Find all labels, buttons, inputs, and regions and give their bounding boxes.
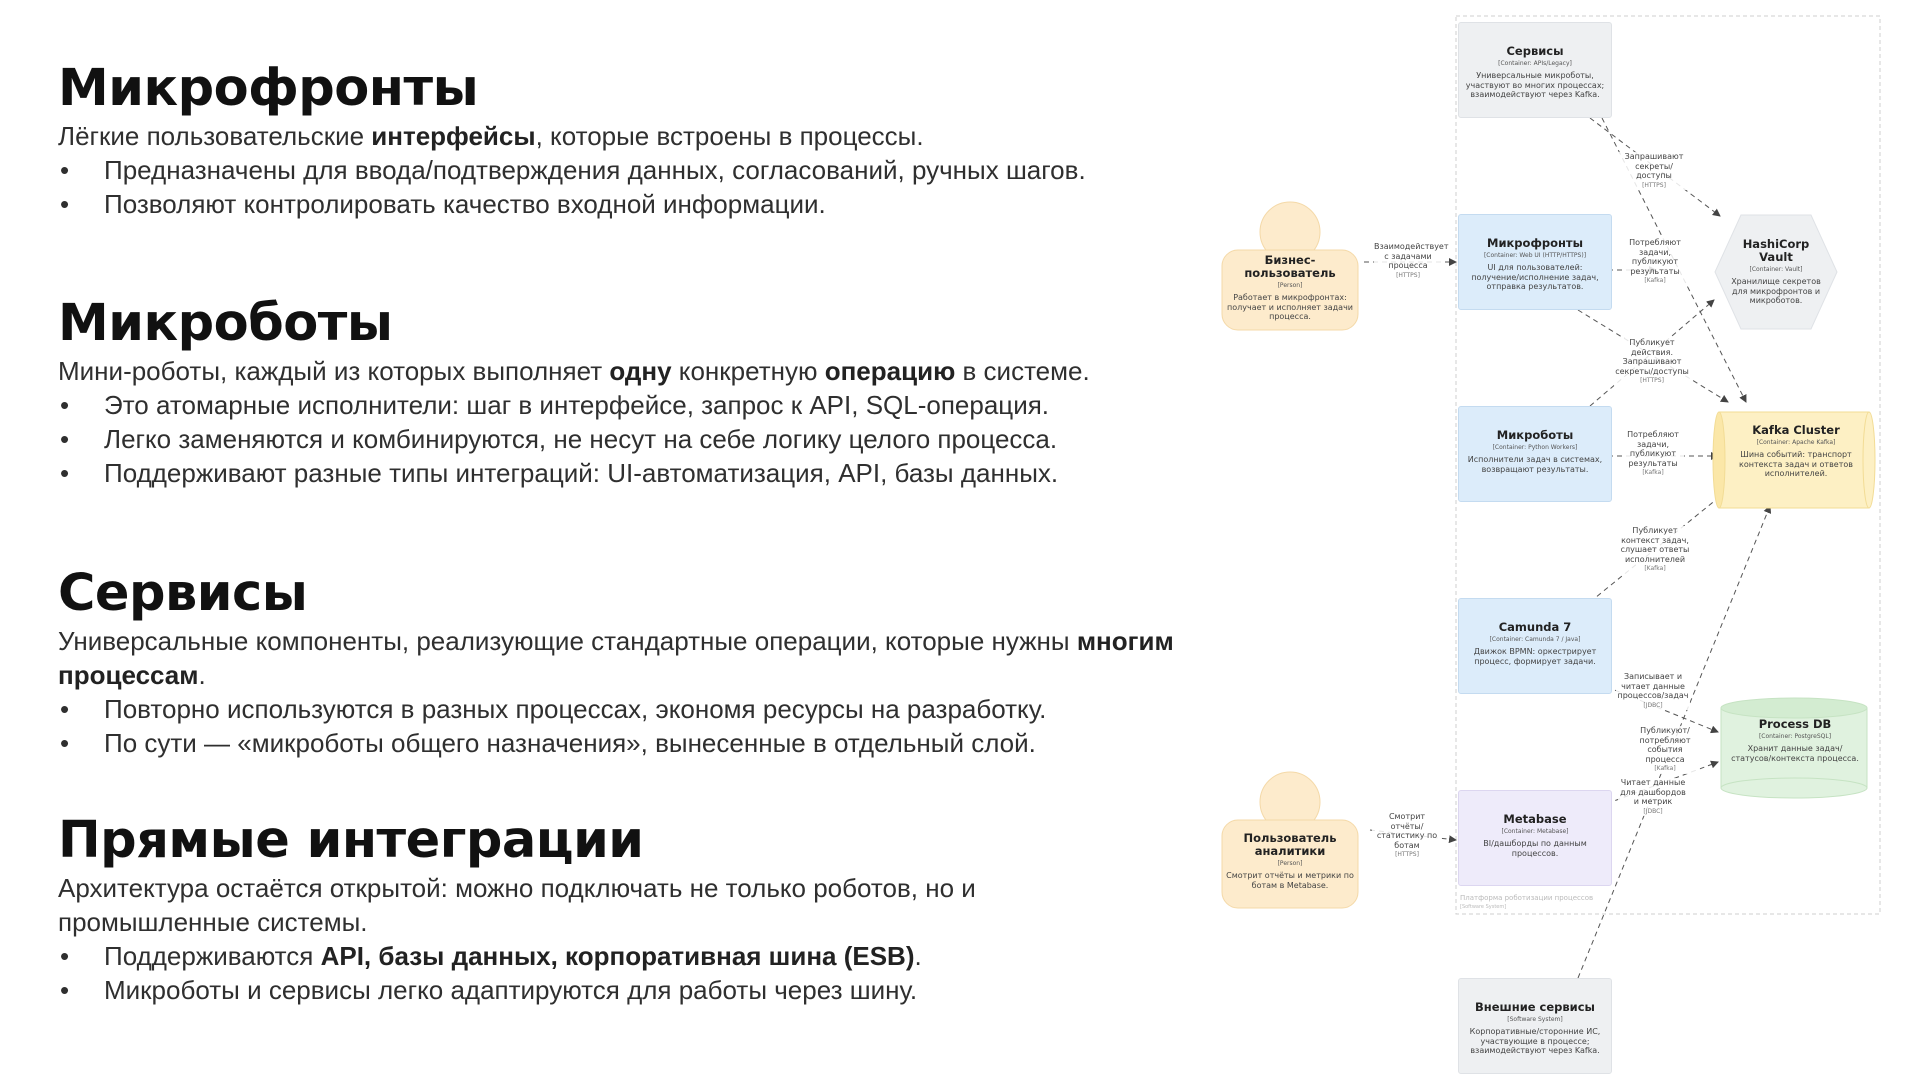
bullet-list <box>58 939 1238 1007</box>
text-segment: Универсальные компоненты, реализующие стандартные операции, которые нужны <box>58 626 1077 657</box>
text-segment: Легко заменяются и комбинируются, не несут на себе логику целого процесса. <box>104 424 1058 455</box>
node-process-db <box>1728 718 1862 763</box>
section-lead <box>58 119 1238 153</box>
section-microbots <box>58 295 1238 490</box>
section-microfronts <box>58 60 1238 221</box>
node-desc: BI/дашборды по данным процессов. <box>1483 839 1587 858</box>
node-type: [Container: Metabase] <box>1501 828 1569 835</box>
text-segment: . <box>914 941 922 972</box>
edge-label: Записывает и читает данные процессов/задач [JDBC] <box>1617 672 1689 709</box>
text-segment: в системе. <box>955 356 1090 387</box>
node-title: Микроботы <box>1496 428 1574 442</box>
section-title: Прямые интеграции <box>58 811 644 870</box>
text-segment: Позволяют контролировать качество входной информации. <box>104 189 826 220</box>
boundary-sublabel: [Software System] <box>1460 904 1507 910</box>
node-desc: Исполнители задач в системах, возвращают результаты. <box>1467 455 1603 474</box>
bold-text: одну <box>609 356 672 387</box>
node-metabase <box>1458 790 1612 886</box>
text-segment: Мини-роботы, каждый из которых выполняет <box>58 356 610 387</box>
node-type: [Container: PostgreSQL] <box>1758 733 1832 740</box>
node-desc: Универсальные микроботы, участвуют во многих процессах; взаимодействуют через Kafka. <box>1465 71 1605 99</box>
diagram-connectors <box>1218 10 1898 1080</box>
node-type: [Software System] <box>1507 1016 1563 1023</box>
edge-label: Публикует контекст задач, слушает ответы исполнителей [Kafka] <box>1620 526 1690 572</box>
architecture-diagram <box>1218 10 1898 1080</box>
node-analytics-user <box>1224 832 1356 890</box>
bold-text: операцию <box>824 356 956 387</box>
bullet-item <box>58 973 1238 1007</box>
text-segment: . <box>198 660 206 691</box>
node-title: Kafka Cluster <box>1752 423 1840 437</box>
text-segment: Предназначены для ввода/подтверждения данных, согласований, ручных шагов. <box>104 155 1086 186</box>
boundary-label: Платформа роботизации процессов <box>1460 894 1594 902</box>
node-title: Микрофронты <box>1487 236 1583 250</box>
node-services <box>1458 22 1612 118</box>
section-integrations <box>58 812 1238 1007</box>
node-desc: UI для пользователей: получение/исполнение задач, отправка результатов. <box>1471 263 1599 291</box>
node-title: Бизнес-пользователь <box>1244 253 1336 280</box>
section-services <box>58 565 1238 760</box>
edge-label: Потребляют задачи, публикуют результаты [Kafka] <box>1622 430 1684 478</box>
node-type: [Person] <box>1277 860 1303 867</box>
node-type: [Container: Web UI (HTTP/HTTPS)] <box>1483 252 1587 259</box>
bullet-item <box>58 388 1238 422</box>
node-type: [Container: Camunda 7 / Java] <box>1489 636 1581 643</box>
node-type: [Container: Apache Kafka] <box>1756 439 1836 446</box>
bullet-item <box>58 153 1238 187</box>
node-microbots <box>1458 406 1612 502</box>
text-segment: , которые встроены в процессы. <box>535 121 924 152</box>
bold-text: интерфейсы <box>371 121 536 152</box>
node-title: Пользователь аналитики <box>1243 831 1337 858</box>
node-title: HashiCorp Vault <box>1742 237 1810 264</box>
node-microfronts <box>1458 214 1612 310</box>
edge-label: Читает данные для дашбордов и метрик [JDBC] <box>1618 778 1688 816</box>
node-camunda <box>1458 598 1612 694</box>
edge-label: Публикуют/потребляют события процесса [Kafka] <box>1630 726 1700 774</box>
node-external-services <box>1458 978 1612 1074</box>
section-lead <box>58 354 1238 388</box>
section-lead <box>58 871 1098 939</box>
node-type: [Container: Python Workers] <box>1492 444 1578 451</box>
edge-label: Публикует действия. Запрашивают секреты/доступы [HTTPS] <box>1615 338 1689 384</box>
bullet-item <box>58 726 1238 760</box>
bullet-item <box>58 939 1238 973</box>
node-desc: Работает в микрофронтах: получает и исполняет задачи процесса. <box>1227 293 1353 321</box>
bold-text: API, базы данных, корпоративная шина (ESB) <box>320 941 915 972</box>
text-segment: Поддерживаются <box>104 941 321 972</box>
node-title: Metabase <box>1503 812 1567 826</box>
section-lead <box>58 624 1208 692</box>
text-segment: Поддерживают разные типы интеграций: UI-автоматизация, API, базы данных. <box>104 458 1059 489</box>
node-type: [Container: APIs/Legacy] <box>1498 60 1572 67</box>
bullet-item <box>58 422 1238 456</box>
node-title: Camunda 7 <box>1498 620 1572 634</box>
node-vault <box>1726 238 1826 306</box>
node-desc: Хранит данные задач/статусов/контекста процесса. <box>1731 744 1859 763</box>
text-segment: Архитектура остаётся открытой: можно подключать не только роботов, но и промышленные системы. <box>58 873 976 938</box>
node-desc: Шина событий: транспорт контекста задач и ответов исполнителей. <box>1739 450 1853 478</box>
edge-label: Запрашивают секреты/доступы [HTTPS] <box>1618 152 1690 190</box>
node-title: Process DB <box>1758 717 1832 731</box>
text-segment: конкретную <box>671 356 825 387</box>
bullet-list <box>58 388 1238 490</box>
section-title: Микрофронты <box>58 59 479 118</box>
section-title: Микроботы <box>58 294 393 353</box>
edge-label: Взаимодействует с задачами процесса [HTTPS] <box>1374 242 1449 279</box>
section-title: Сервисы <box>58 564 308 623</box>
node-desc: Корпоративные/сторонние ИС, участвующие в процессе; взаимодействуют через Kafka. <box>1469 1027 1601 1055</box>
edge-label: Смотрит отчёты/статистику по ботам [HTTPS] <box>1372 812 1442 860</box>
text-segment: Повторно используются в разных процессах, экономя ресурсы на разработку. <box>104 694 1047 725</box>
node-kafka <box>1726 424 1866 479</box>
text-segment: Лёгкие пользовательские <box>58 121 372 152</box>
node-desc: Хранилище секретов для микрофронтов и микроботов. <box>1731 277 1821 305</box>
bullet-item <box>58 187 1238 221</box>
bold-text: многим процессам <box>58 626 1174 691</box>
text-segment: Это атомарные исполнители: шаг в интерфейсе, запрос к API, SQL-операция. <box>104 390 1050 421</box>
bullet-item <box>58 692 1238 726</box>
node-business-user <box>1224 254 1356 322</box>
text-segment: По сути — «микроботы общего назначения», вынесенные в отдельный слой. <box>104 728 1036 759</box>
text-segment: Микроботы и сервисы легко адаптируются для работы через шину. <box>104 975 918 1006</box>
bullet-item <box>58 456 1238 490</box>
node-title: Внешние сервисы <box>1475 1000 1595 1014</box>
bullet-list <box>58 153 1238 221</box>
node-desc: Смотрит отчёты и метрики по ботам в Metabase. <box>1226 871 1354 890</box>
node-desc: Движок BPMN: оркестрирует процесс, формирует задачи. <box>1473 647 1597 666</box>
node-title: Сервисы <box>1506 44 1564 58</box>
edge-label: Потребляют задачи, публикуют результаты [Kafka] <box>1624 238 1686 286</box>
bullet-list <box>58 692 1238 760</box>
node-type: [Container: Vault] <box>1749 266 1803 273</box>
node-type: [Person] <box>1277 282 1303 289</box>
